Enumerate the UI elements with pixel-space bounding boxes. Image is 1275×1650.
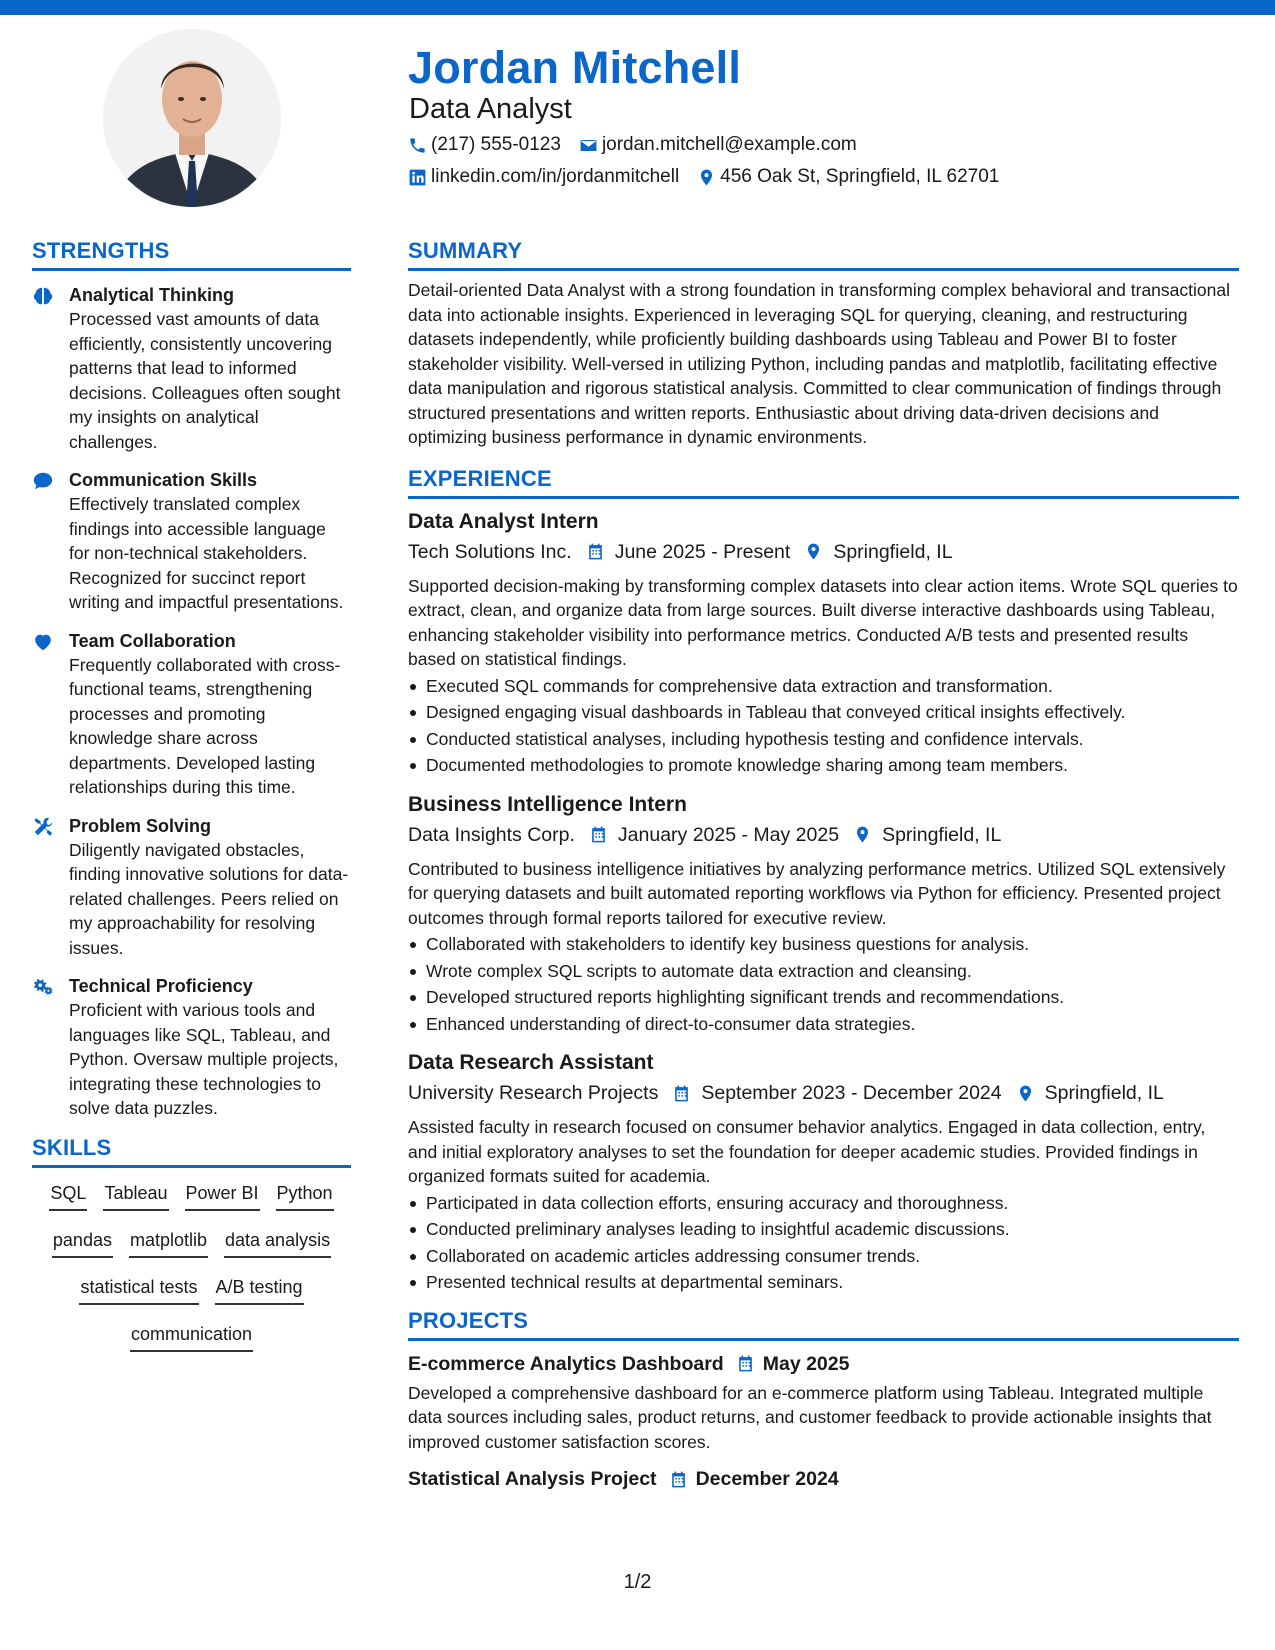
skill-tag: Power BI [185,1182,260,1211]
email-link[interactable]: jordan.mitchell@example.com [601,134,857,155]
strength-item [32,974,351,1121]
strength-desc: Processed vast amounts of data efficiently, consistently uncovering patterns that lead to informed decisions. Colleagues often sought my insights on analytical challenges. [69,309,341,452]
tools-icon [32,816,54,838]
project-header [408,1466,1239,1492]
bullet-item: Enhanced understanding of direct-to-consumer data strategies. [408,1011,1239,1038]
job-description: Contributed to business intelligence initiatives by analyzing performance metrics. Utilized SQL extensively for querying datasets and built automated reporting workflows via Python for efficiency. Presented project outcomes through formal reports tailored for executive review. [408,858,1226,928]
job-entry [408,508,1239,779]
strength-desc: Proficient with various tools and languages like SQL, Tableau, and Python. Oversaw multiple projects, integrating these technologies to solve data puzzles. [69,1000,339,1118]
phone-icon [408,136,427,155]
top-accent-bar [0,0,1275,15]
skill-tag: SQL [49,1182,87,1211]
calendar-icon [669,1470,688,1489]
candidate-name: Jordan Mitchell [408,42,742,93]
location-pin-icon [804,542,823,561]
strength-item [32,629,351,800]
project-date: December 2024 [695,1468,839,1490]
job-meta [408,822,1239,848]
job-dates: September 2023 - December 2024 [701,1082,1002,1104]
bullet-item: Conducted statistical analyses, including hypothesis testing and confidence intervals. [408,726,1239,753]
strength-title: Technical Proficiency [69,976,253,996]
page-number: 1/2 [623,1571,652,1593]
bullet-item: Documented methodologies to promote knowledge sharing among team members. [408,752,1239,779]
candidate-title: Data Analyst [409,93,572,125]
heart-icon [32,631,54,653]
skills-list [32,1182,351,1370]
project-entry [408,1466,1239,1492]
job-dates: January 2025 - May 2025 [617,823,840,846]
job-bullets [408,931,1239,1037]
job-company: Data Insights Corp. [408,823,575,846]
bullet-item: Executed SQL commands for comprehensive data extraction and transformation. [408,673,1239,700]
calendar-icon [672,1084,691,1103]
skill-tag: Python [276,1182,334,1211]
bullet-item: Presented technical results at departmental seminars. [408,1269,1239,1296]
job-role: Business Intelligence Intern [408,792,687,816]
job-location: Springfield, IL [833,540,953,563]
calendar-icon [589,825,608,844]
right-column [408,238,1239,1492]
contact-row-1 [408,134,875,156]
projects-heading: PROJECTS [408,1308,1239,1341]
skill-tag: matplotlib [129,1229,208,1258]
skill-tag: A/B testing [215,1276,304,1305]
linkedin-link[interactable]: linkedin.com/in/jordanmitchell [431,166,680,187]
project-header [408,1351,1239,1377]
job-bullets [408,673,1239,779]
calendar-icon [586,542,605,561]
contact-row-2 [408,166,1017,188]
gears-icon [32,976,54,998]
job-company: University Research Projects [408,1082,659,1104]
location-pin-icon [853,825,872,844]
strengths-list [32,283,351,1121]
project-entry [408,1351,1239,1455]
address-text: 456 Oak St, Springfield, IL 62701 [720,166,1000,187]
skill-tag: data analysis [224,1229,331,1258]
phone-text: (217) 555-0123 [431,134,561,155]
location-pin-icon [697,168,716,187]
left-column [32,238,351,1370]
project-title: Statistical Analysis Project [408,1468,657,1490]
skill-tag: communication [130,1323,253,1352]
project-description: Developed a comprehensive dashboard for an e-commerce platform using Tableau. Integrated multiple data sources including sales, product returns, and customer feedback to provide actionable insights that improved customer satisfaction scores. [408,1382,1212,1452]
contact-address [697,166,999,188]
bullet-item: Designed engaging visual dashboards in Tableau that conveyed critical insights effectively. [408,699,1239,726]
skill-tag: statistical tests [79,1276,198,1305]
bullet-item: Collaborated on academic articles addressing consumer trends. [408,1243,1239,1270]
job-location: Springfield, IL [1044,1082,1164,1104]
bullet-item: Developed structured reports highlighting significant trends and recommendations. [408,984,1239,1011]
strength-item [32,283,351,454]
skill-tag: Tableau [103,1182,168,1211]
job-description: Assisted faculty in research focused on consumer behavior analytics. Engaged in data collection, entry, and initial exploratory analyses to set the foundation for deeper academic studies. Provided findings in organized formats suited for academia. [408,1117,1206,1186]
profile-photo [103,29,281,207]
calendar-icon [736,1354,755,1373]
job-bullets [408,1190,1239,1296]
contact-phone [408,134,561,156]
envelope-icon [579,136,598,155]
job-role: Data Analyst Intern [408,509,599,533]
speech-bubble-icon [32,470,54,492]
strength-desc: Diligently navigated obstacles, finding innovative solutions for data-related challenges. Peers relied on my approachability for resolving issues. [69,839,349,958]
job-meta [408,539,1239,565]
linkedin-icon [408,168,427,187]
experience-heading: EXPERIENCE [408,466,1239,499]
strength-desc: Frequently collaborated with cross-functional teams, strengthening processes and promoting knowledge share across departments. Developed lasting relationships during this time. [69,654,341,797]
strength-item [32,814,351,961]
bullet-item: Collaborated with stakeholders to identify key business questions for analysis. [408,931,1239,958]
strength-desc: Effectively translated complex findings into accessible language for non-technical stakeholders. Recognized for succinct report writing and impactful presentations. [69,494,344,612]
job-entry [408,1049,1239,1296]
project-date: May 2025 [762,1352,850,1375]
strengths-heading: STRENGTHS [32,238,351,271]
contact-linkedin[interactable] [408,166,679,188]
strength-item [32,468,351,615]
strength-title: Analytical Thinking [69,285,235,305]
job-company: Tech Solutions Inc. [408,540,572,563]
brain-icon [32,285,54,307]
strength-title: Team Collaboration [69,630,236,651]
location-pin-icon [1016,1084,1035,1103]
job-dates: June 2025 - Present [614,540,791,563]
bullet-item: Wrote complex SQL scripts to automate data extraction and cleansing. [408,958,1239,985]
project-title: E-commerce Analytics Dashboard [408,1352,724,1375]
job-role: Data Research Assistant [408,1051,654,1074]
job-location: Springfield, IL [882,823,1002,846]
skill-tag: pandas [52,1229,113,1258]
summary-heading: SUMMARY [408,238,1239,271]
job-description: Supported decision-making by transforming complex datasets into clear action items. Wrote SQL queries to extract, clean, and organize data from large sources. Built diverse interactive dashboards using Tableau, enhancing stakeholder visibility into performance metrics. Conducted A/B tests and presented results based on statistical findings. [408,575,1238,669]
strength-title: Problem Solving [69,815,212,836]
bullet-item: Participated in data collection efforts, ensuring accuracy and thoroughness. [408,1190,1239,1217]
summary-text: Detail-oriented Data Analyst with a strong foundation in transforming complex behavioral and transactional data into actionable insights. Experienced in leveraging SQL for querying, cleaning, and restructuring datasets independently, while proficiently building dashboards using Tableau and Power BI to foster stakeholder visibility. Well-versed in utilizing Python, including pandas and matplotlib, facilitating effective data manipulation and rigorous statistical analysis. Committed to clear communication of findings through structured presentations and written reports. Enthusiastic about driving data-driven decisions and optimizing business performance in dynamic environments. [408,280,1230,447]
bullet-item: Conducted preliminary analyses leading to insightful academic discussions. [408,1216,1239,1243]
strength-title: Communication Skills [69,470,258,490]
skills-heading: SKILLS [32,1135,351,1168]
job-entry [408,791,1239,1038]
contact-email[interactable] [579,134,857,156]
job-meta [408,1080,1239,1106]
